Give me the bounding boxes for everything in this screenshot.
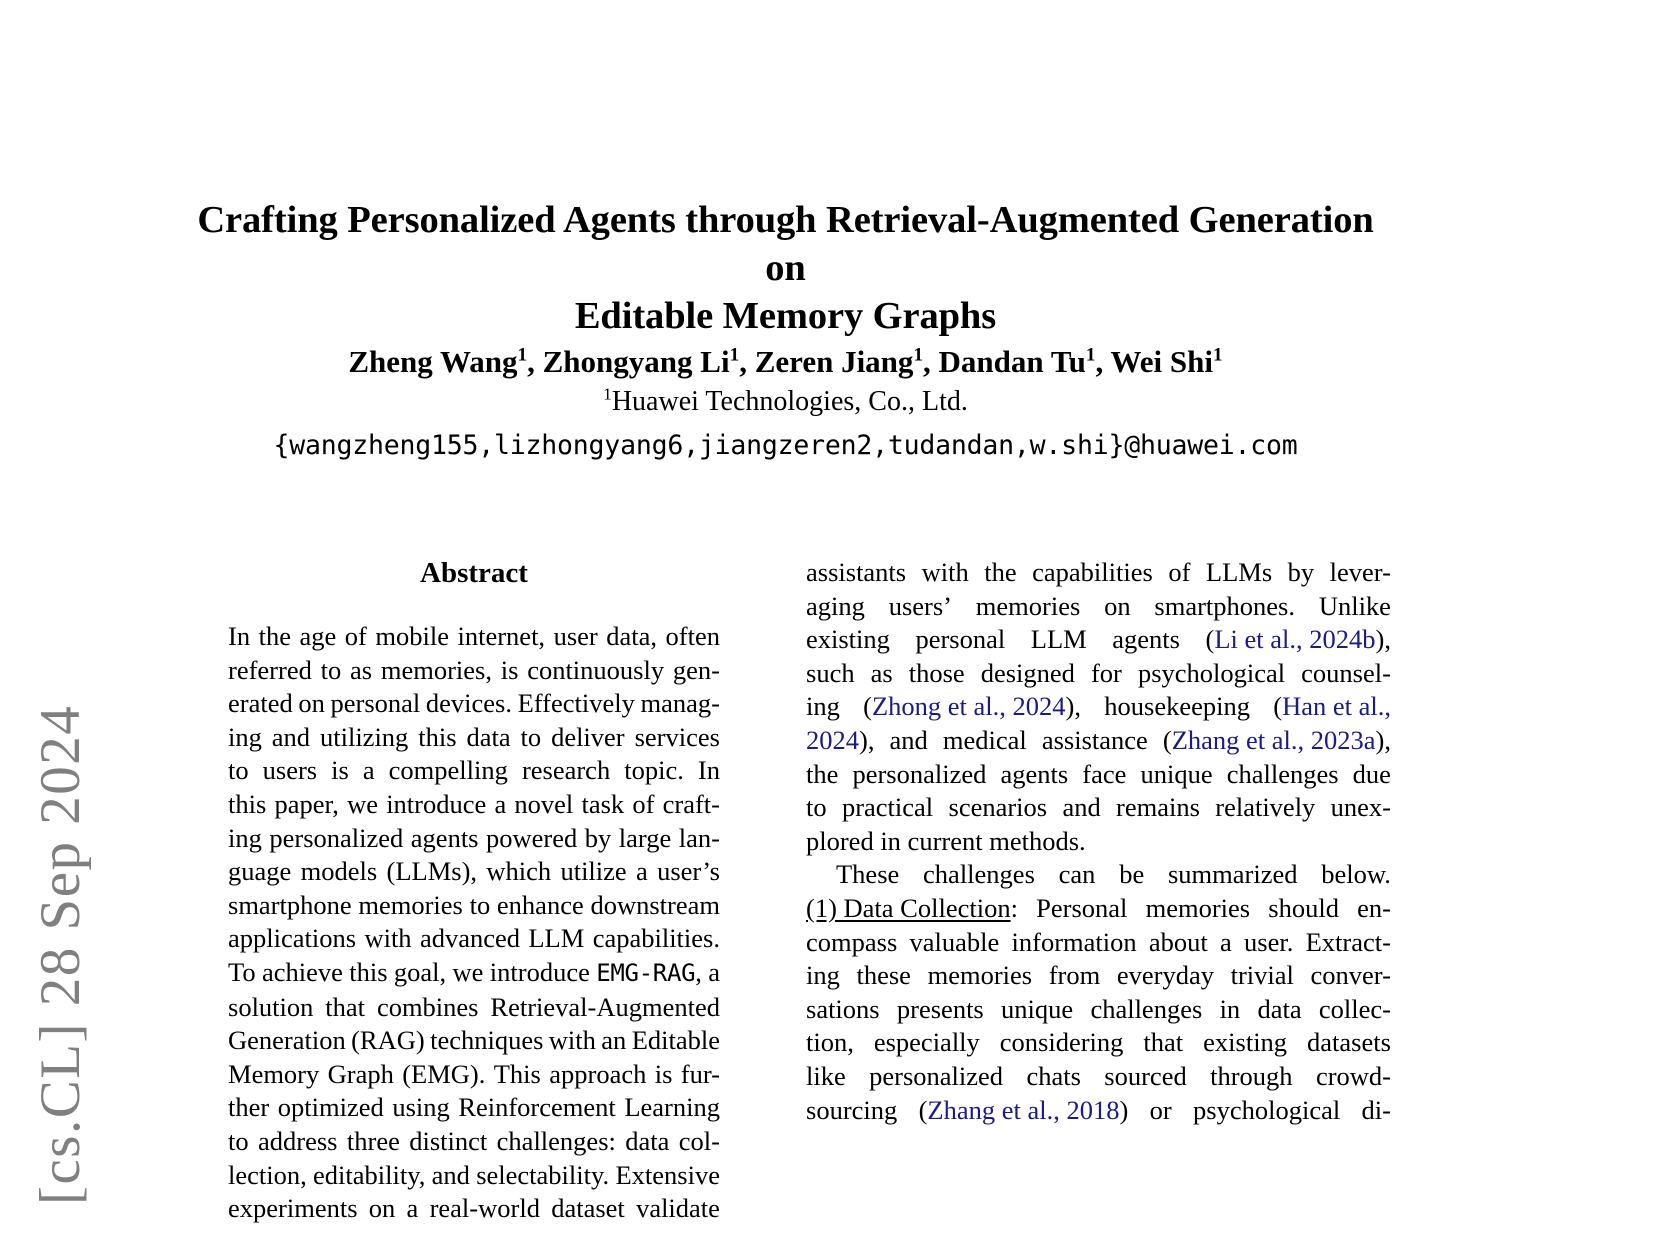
abstract-heading: Abstract	[420, 557, 528, 589]
intro-line: 2024), and medical assistance (Zhang et al., 2023a),	[806, 724, 1391, 755]
author-separator: ,	[739, 344, 755, 379]
author-emails: {wangzheng155,lizhongyang6,jiangzeren2,tudandan,w.shi}@huawei.com	[273, 430, 1298, 461]
citation-link[interactable]: Zhang et al., 2018	[927, 1094, 1120, 1125]
intro-line: ing (Zhong et al., 2024), housekeeping (Han et al.,	[806, 691, 1391, 722]
intro-line: tion, especially considering that existing datasets	[806, 1027, 1391, 1058]
author-name: Dandan Tu	[938, 344, 1086, 379]
challenge-label: (1) Data Collection	[806, 892, 1011, 923]
author-list	[178, 342, 1393, 382]
abstract-body	[228, 620, 720, 1226]
author-block	[178, 342, 1393, 465]
author-separator: ,	[527, 344, 543, 379]
intro-paragraph-1	[806, 556, 1391, 858]
abstract-line: to address three distinct challenges: data col-	[228, 1125, 720, 1156]
affiliation-name: Huawei Technologies, Co., Ltd.	[611, 386, 968, 417]
intro-paragraph-2	[806, 858, 1391, 1127]
intro-line: the personalized agents face unique challenges due	[806, 758, 1391, 789]
arxiv-stamp-text: [cs.CL] 28 Sep 2024	[28, 704, 92, 1205]
abstract-line: In the age of mobile internet, user data, often	[228, 621, 720, 651]
intro-line: like personalized chats sourced through crowd-	[806, 1060, 1391, 1091]
intro-line: to practical scenarios and remains relatively unex-	[806, 792, 1391, 823]
author-separator: ,	[1095, 344, 1111, 379]
intro-line: existing personal LLM agents (Li et al., 2024b),	[806, 624, 1391, 655]
abstract-line: ing personalized agents powered by large lan-	[228, 822, 720, 853]
abstract-line: Generation (RAG) techniques with an Editable	[228, 1025, 720, 1056]
abstract-line: erated on personal devices. Effectively manag-	[228, 688, 720, 719]
intro-line: such as those designed for psychological counsel-	[806, 657, 1391, 688]
citation-link-partial[interactable]: 2024	[806, 724, 859, 755]
abstract-line: experiments on a real-world dataset validate	[228, 1193, 720, 1224]
author-affil-marker: 1	[1213, 344, 1223, 366]
intro-line: sations presents unique challenges in data collec-	[806, 993, 1391, 1024]
abstract-line: ther optimized using Reinforcement Learning	[228, 1092, 720, 1123]
intro-line: assistants with the capabilities of LLMs by lever-	[806, 557, 1391, 587]
paper-title-line-1: Crafting Personalized Agents through Retrieval-Augmented Generation on	[197, 199, 1374, 289]
author-name: Zheng Wang	[348, 344, 518, 379]
abstract-line: applications with advanced LLM capabilities.	[228, 923, 720, 954]
abstract-column	[228, 556, 720, 1226]
abstract-line: referred to as memories, is continuously gen-	[228, 654, 720, 685]
abstract-line: smartphone memories to enhance downstream	[228, 889, 720, 920]
author-name: Zeren Jiang	[754, 344, 914, 379]
abstract-line: ing and utilizing this data to deliver services	[228, 721, 720, 752]
abstract-line: Memory Graph (EMG). This approach is fur-	[228, 1058, 720, 1089]
author-affil-marker: 1	[913, 344, 924, 366]
affiliation-line	[178, 383, 1393, 421]
abstract-line: this paper, we introduce a novel task of craft-	[228, 788, 720, 819]
intro-line: (1) Data Collection: Personal memories should en-	[806, 892, 1391, 923]
citation-link[interactable]: Li et al., 2024b	[1214, 624, 1376, 655]
author-separator: ,	[923, 344, 939, 379]
abstract-line: guage models (LLMs), which utilize a user’s	[228, 856, 720, 887]
intro-line: ing these memories from everyday trivial conver-	[806, 960, 1391, 991]
affiliation-marker: 1	[603, 384, 612, 404]
title-block	[178, 196, 1393, 340]
intro-column	[806, 556, 1391, 1127]
intro-line: plored in current methods.	[806, 825, 1086, 856]
intro-line: compass valuable information about a user. Extract-	[806, 926, 1391, 957]
code-span-emg-rag: EMG-RAG	[596, 958, 696, 987]
abstract-line: lection, editability, and selectability. Extensive	[228, 1159, 720, 1190]
citation-link[interactable]: Zhong et al., 2024	[871, 691, 1066, 722]
author-name: Zhongyang Li	[542, 344, 730, 379]
intro-line: aging users’ memories on smartphones. Unlike	[806, 590, 1391, 621]
citation-link[interactable]: Zhang et al., 2023a	[1171, 724, 1376, 755]
abstract-line: to users is a compelling research topic. In	[228, 755, 720, 786]
paper-title	[178, 196, 1393, 340]
abstract-line: To achieve this goal, we introduce EMG-RAG, a	[228, 956, 720, 987]
intro-line: sourcing (Zhang et al., 2018) or psychological di-	[806, 1094, 1391, 1125]
paper-title-line-2: Editable Memory Graphs	[574, 295, 997, 337]
citation-link-partial[interactable]: Han et al.,	[1282, 691, 1391, 722]
author-affil-marker: 1	[1085, 344, 1096, 366]
author-name: Wei Shi	[1110, 344, 1213, 379]
abstract-line: solution that combines Retrieval-Augmented	[228, 991, 720, 1022]
arxiv-stamp	[0, 0, 120, 1241]
author-affil-marker: 1	[729, 344, 740, 366]
intro-line: These challenges can be summarized below.	[836, 859, 1391, 890]
author-affil-marker: 1	[517, 344, 528, 366]
